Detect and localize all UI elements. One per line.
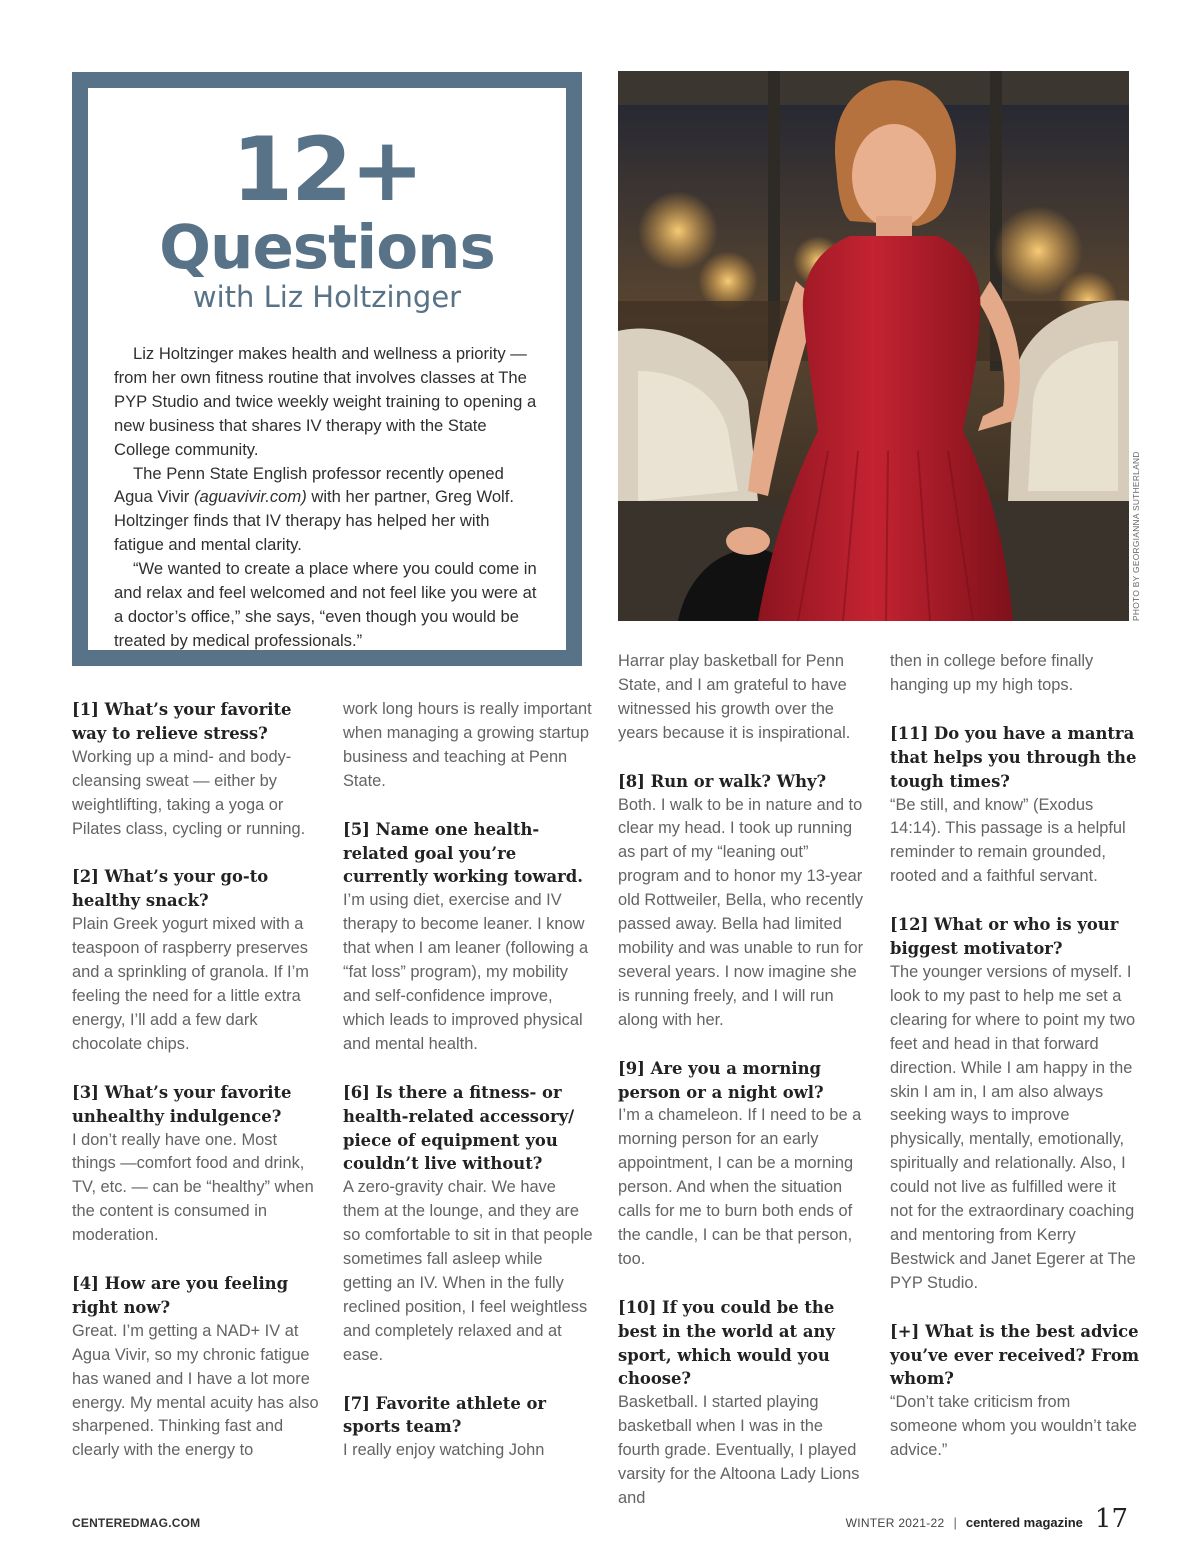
answer-7-continued: Harrar play basketball for Penn State, and I am grateful to have witnessed his growth over the years because it is inspirational.	[618, 652, 851, 742]
intro-p2-after: with her partner, Greg Wolf. Holtzinger finds that IV therapy has helped her with fatigue and mental clarity.	[114, 487, 514, 555]
intro-paragraph-2	[114, 462, 540, 558]
question-11: [11] Do you have a mantra that helps you through the tough times?	[890, 723, 1137, 791]
question-bonus: [+] What is the best advice you’ve ever received? From whom?	[890, 1321, 1140, 1389]
portrait-photo	[618, 71, 1129, 621]
column-4	[890, 650, 1140, 1463]
answer-bonus: “Don’t take criticism from someone whom you wouldn’t take advice.”	[890, 1393, 1137, 1460]
question-8: [8] Run or walk? Why?	[618, 771, 827, 791]
answer-4-continued: work long hours is really important when managing a growing startup business and teaching at Penn State.	[343, 700, 592, 790]
column-1	[72, 698, 322, 1463]
question-12: [12] What or who is your biggest motivator?	[890, 915, 1119, 959]
footer-magazine-name: centered magazine	[965, 1515, 1083, 1530]
question-3: [3] What’s your favorite unhealthy indulgence?	[72, 1082, 292, 1126]
page-number: 17	[1094, 1504, 1128, 1534]
answer-9: I’m a chameleon. If I need to be a morning person for an early appointment, I can be a morning person. And when the situation calls for me to burn both ends of the candle, I can be that person, too.	[618, 1106, 862, 1268]
footer-separator: |	[953, 1515, 957, 1530]
answer-5: I’m using diet, exercise and IV therapy to become leaner. I know that when I am leaner (following a “fat loss” program), my mobility and self-confidence improve, which leads to improved physical and mental health.	[343, 891, 589, 1053]
intro-text	[114, 342, 540, 653]
question-6: [6] Is there a fitness- or health-related accessory/ piece of equipment you couldn’t live without?	[343, 1082, 575, 1174]
column-3	[618, 650, 868, 1511]
answer-4: Great. I’m getting a NAD+ IV at Agua Vivir, so my chronic fatigue has waned and I have a lot more energy. My mental acuity has also sharpened. Thinking fast and clearly with the energy to	[72, 1321, 319, 1460]
intro-paragraph-3: “We wanted to create a place where you could come in and relax and feel welcomed and not feel like you were at a doctor’s office,” she says, “even though you would be treated by medical professionals.”	[114, 559, 537, 650]
question-10: [10] If you could be the best in the world at any sport, which would you choose?	[618, 1297, 835, 1389]
question-1: [1] What’s your favorite way to relieve stress?	[72, 700, 292, 743]
question-2: [2] What’s your go-to healthy snack?	[72, 867, 269, 911]
question-4: [4] How are you feeling right now?	[72, 1274, 289, 1317]
answer-1: Working up a mind- and body-cleansing sweat — either by weightlifting, taking a yoga or Pilates class, cycling or running.	[72, 747, 306, 838]
answer-10: Basketball. I started playing basketball when I was in the fourth grade. Eventually, I played varsity for the Altoona Lady Lions and	[618, 1393, 860, 1507]
portrait-illustration	[618, 71, 1129, 621]
answer-3: I don’t really have one. Most things —comfort food and drink, TV, etc. — can be “healthy” when the content is consumed in moderation.	[72, 1130, 314, 1245]
answer-12: The younger versions of myself. I look to my past to help me set a clearing for where to point my two feet and head in that forward direction. While I am happy in the skin I am in, I am also always seeking ways to improve physically, mentally, emotionally, spiritually and relationally. Also, I could not live as fulfilled were it not for the extraordinary coaching and mentoring from Kerry Bestwick and Janet Egerer at The PYP Studio.	[890, 962, 1136, 1292]
title-word: Questions	[159, 212, 495, 283]
intro-inner	[88, 88, 566, 650]
column-2	[343, 698, 593, 1463]
website-link[interactable]: (aguavivir.com)	[193, 487, 307, 507]
answer-7: I really enjoy watching John	[343, 1441, 545, 1460]
footer-website[interactable]: CENTEREDMAG.COM	[72, 1516, 201, 1530]
title-number: 12+	[231, 118, 423, 221]
intro-box	[72, 72, 582, 666]
footer-issue: WINTER 2021-22	[845, 1516, 945, 1530]
answer-11: “Be still, and know” (Exodus 14:14). This passage is a helpful reminder to remain grounded, rooted and a faithful servant.	[890, 795, 1126, 886]
photo-credit	[1131, 451, 1143, 621]
question-5: [5] Name one health-related goal you’re currently working toward.	[343, 819, 583, 887]
question-9: [9] Are you a morning person or a night owl?	[618, 1058, 824, 1102]
question-7: [7] Favorite athlete or sports team?	[343, 1393, 547, 1437]
photo-credit-text: PHOTO BY GEORGIANNA SUTHERLAND	[1131, 451, 1141, 621]
answer-10-continued: then in college before finally hanging up my high tops.	[890, 652, 1094, 694]
intro-p2-before: The Penn State English professor recently opened Agua Vivir	[114, 463, 504, 507]
answer-6: A zero-gravity chair. We have them at the lounge, and they are so comfortable to sit in that people sometimes fall asleep while getting an IV. When in the fully reclined position, I feel weightless and completely relaxed and at ease.	[343, 1178, 593, 1364]
intro-paragraph-1: Liz Holtzinger makes health and wellness a priority — from her own fitness routine that involves classes at The PYP Studio and twice weekly weight training to opening a new business that shares IV therapy with the State College community.	[114, 344, 537, 459]
answer-2: Plain Greek yogurt mixed with a teaspoon of raspberry preserves and a sprinkling of granola. If I’m feeling the need for a little extra energy, I’ll add a few dark chocolate chips.	[72, 915, 309, 1053]
footer-right	[846, 1504, 1128, 1534]
subtitle: with Liz Holtzinger	[192, 280, 462, 314]
answer-8: Both. I walk to be in nature and to clear my head. I took up running as part of my “leaning out” program and to honor my 13-year old Rottweiler, Bella, who recently passed away. Bella had limited mobility and was unable to run for several years. I now imagine she is running freely, and I will run along with her.	[618, 795, 864, 1029]
